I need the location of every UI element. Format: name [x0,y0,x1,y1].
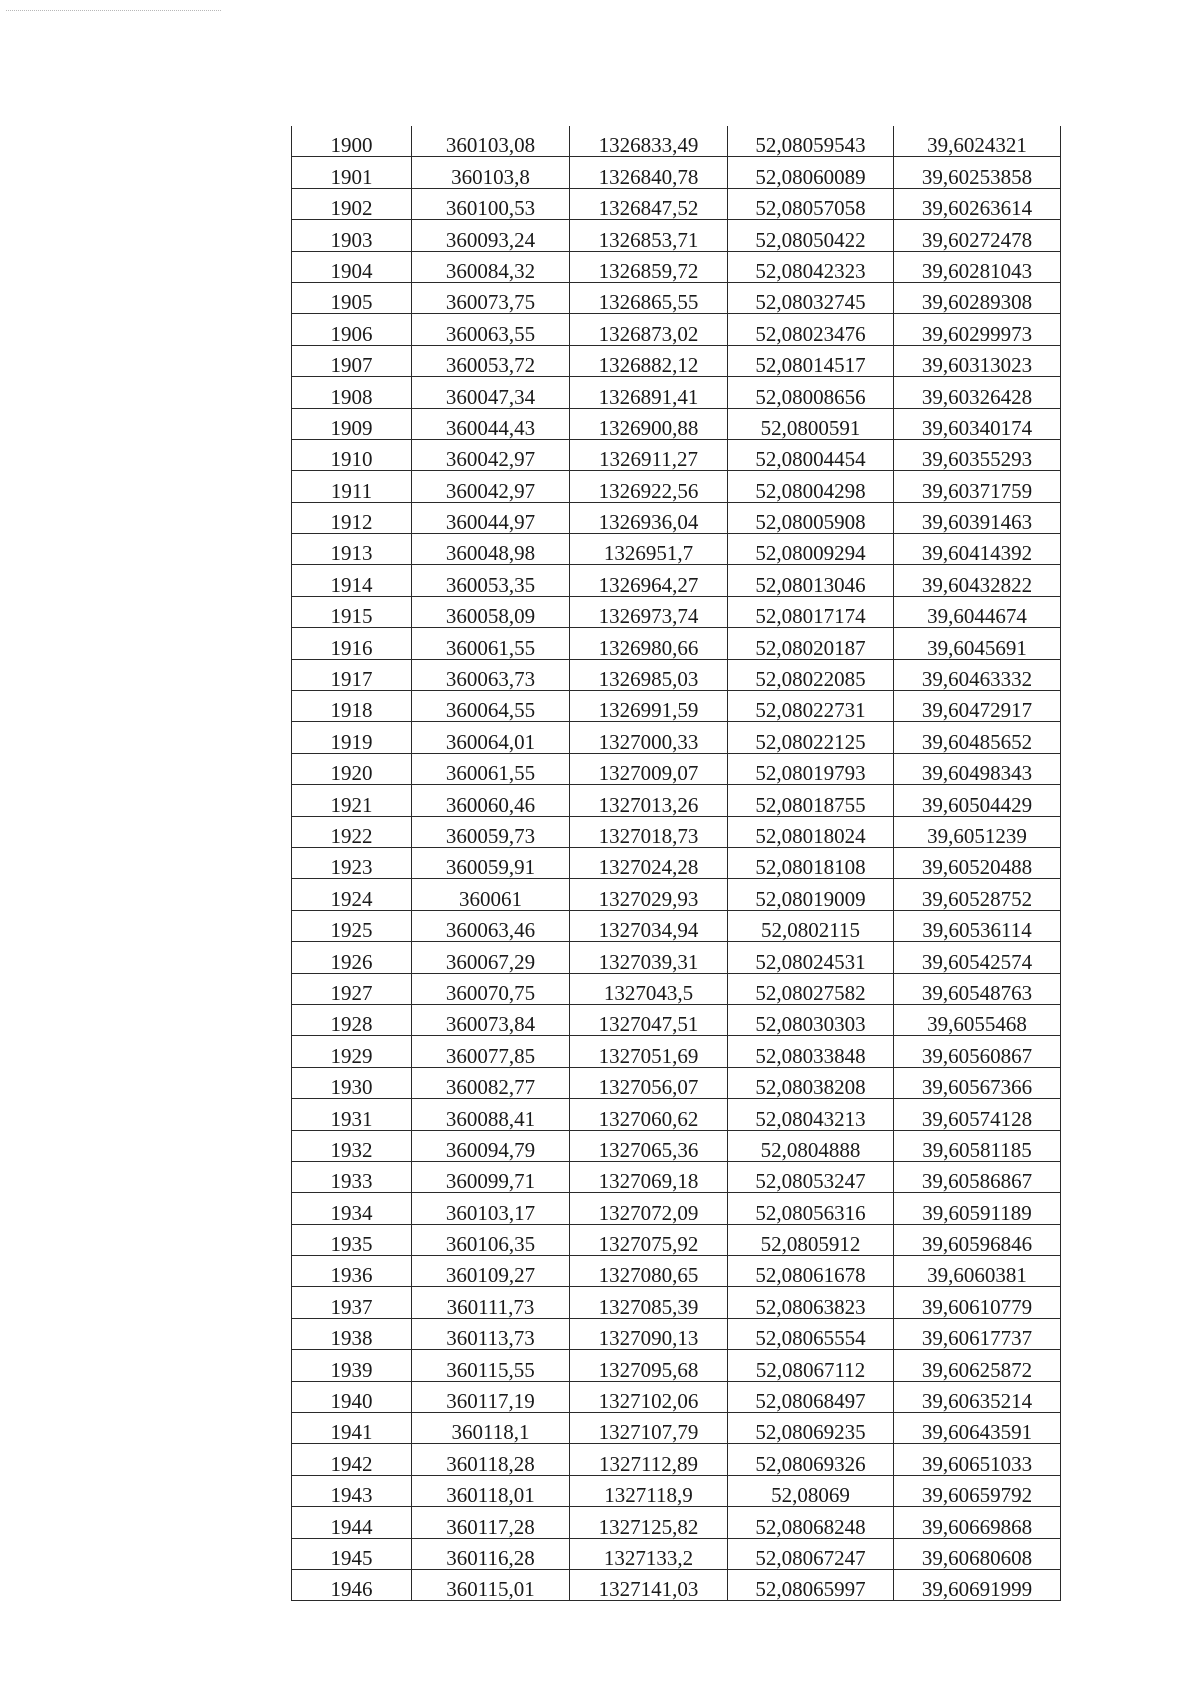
table-row [292,785,1061,816]
table-row [292,847,1061,878]
table-row [292,1256,1061,1287]
latitude-cell: 52,08004454 [728,439,894,470]
table-row [292,408,1061,439]
point-number-cell: 1921 [292,785,412,816]
latitude-cell: 52,08022085 [728,659,894,690]
latitude-cell: 52,08069 [728,1475,894,1506]
point-number-cell: 1920 [292,753,412,784]
point-number-cell: 1916 [292,628,412,659]
latitude-cell: 52,08065554 [728,1318,894,1349]
y-coordinate-cell: 1326900,88 [570,408,728,439]
y-coordinate-cell: 1327118,9 [570,1475,728,1506]
x-coordinate-cell: 360063,46 [412,910,570,941]
point-number-cell: 1935 [292,1224,412,1255]
x-coordinate-cell: 360088,41 [412,1099,570,1130]
longitude-cell: 39,6044674 [894,596,1061,627]
longitude-cell: 39,60391463 [894,502,1061,533]
table-row [292,722,1061,753]
y-coordinate-cell: 1326873,02 [570,314,728,345]
x-coordinate-cell: 360042,97 [412,471,570,502]
table-row [292,1413,1061,1444]
y-coordinate-cell: 1327085,39 [570,1287,728,1318]
point-number-cell: 1924 [292,879,412,910]
point-number-cell: 1910 [292,439,412,470]
y-coordinate-cell: 1327095,68 [570,1350,728,1381]
latitude-cell: 52,08018024 [728,816,894,847]
longitude-cell: 39,60536114 [894,910,1061,941]
table-row [292,157,1061,188]
coordinates-table-body [292,126,1061,1601]
x-coordinate-cell: 360118,1 [412,1413,570,1444]
table-row [292,1538,1061,1569]
y-coordinate-cell: 1327000,33 [570,722,728,753]
longitude-cell: 39,60326428 [894,377,1061,408]
latitude-cell: 52,08059543 [728,126,894,157]
latitude-cell: 52,0802115 [728,910,894,941]
latitude-cell: 52,08069326 [728,1444,894,1475]
y-coordinate-cell: 1327069,18 [570,1161,728,1192]
table-row [292,377,1061,408]
point-number-cell: 1919 [292,722,412,753]
point-number-cell: 1903 [292,220,412,251]
x-coordinate-cell: 360073,75 [412,282,570,313]
longitude-cell: 39,60414392 [894,534,1061,565]
latitude-cell: 52,08008656 [728,377,894,408]
x-coordinate-cell: 360100,53 [412,188,570,219]
table-row [292,942,1061,973]
y-coordinate-cell: 1326891,41 [570,377,728,408]
x-coordinate-cell: 360115,01 [412,1569,570,1600]
x-coordinate-cell: 360118,01 [412,1475,570,1506]
x-coordinate-cell: 360053,72 [412,345,570,376]
table-row [292,1224,1061,1255]
longitude-cell: 39,60625872 [894,1350,1061,1381]
latitude-cell: 52,08042323 [728,251,894,282]
y-coordinate-cell: 1327056,07 [570,1067,728,1098]
table-row [292,1350,1061,1381]
table-row [292,910,1061,941]
table-row [292,1287,1061,1318]
longitude-cell: 39,60560867 [894,1036,1061,1067]
longitude-cell: 39,60691999 [894,1569,1061,1600]
point-number-cell: 1905 [292,282,412,313]
longitude-cell: 39,60581185 [894,1130,1061,1161]
latitude-cell: 52,08069235 [728,1413,894,1444]
latitude-cell: 52,0800591 [728,408,894,439]
point-number-cell: 1925 [292,910,412,941]
table-row [292,251,1061,282]
latitude-cell: 52,08023476 [728,314,894,345]
point-number-cell: 1929 [292,1036,412,1067]
x-coordinate-cell: 360064,55 [412,691,570,722]
y-coordinate-cell: 1327047,51 [570,1004,728,1035]
y-coordinate-cell: 1326980,66 [570,628,728,659]
y-coordinate-cell: 1327102,06 [570,1381,728,1412]
x-coordinate-cell: 360082,77 [412,1067,570,1098]
x-coordinate-cell: 360060,46 [412,785,570,816]
table-row [292,439,1061,470]
y-coordinate-cell: 1326859,72 [570,251,728,282]
y-coordinate-cell: 1326985,03 [570,659,728,690]
x-coordinate-cell: 360117,19 [412,1381,570,1412]
y-coordinate-cell: 1327034,94 [570,910,728,941]
table-row [292,1569,1061,1600]
y-coordinate-cell: 1327009,07 [570,753,728,784]
longitude-cell: 39,60371759 [894,471,1061,502]
x-coordinate-cell: 360103,8 [412,157,570,188]
longitude-cell: 39,60520488 [894,847,1061,878]
longitude-cell: 39,60659792 [894,1475,1061,1506]
latitude-cell: 52,08022125 [728,722,894,753]
table-row [292,1475,1061,1506]
latitude-cell: 52,08009294 [728,534,894,565]
latitude-cell: 52,0805912 [728,1224,894,1255]
y-coordinate-cell: 1327075,92 [570,1224,728,1255]
y-coordinate-cell: 1326865,55 [570,282,728,313]
latitude-cell: 52,08020187 [728,628,894,659]
y-coordinate-cell: 1327141,03 [570,1569,728,1600]
table-row [292,314,1061,345]
latitude-cell: 52,08068248 [728,1507,894,1538]
y-coordinate-cell: 1326936,04 [570,502,728,533]
longitude-cell: 39,60635214 [894,1381,1061,1412]
table-row [292,628,1061,659]
longitude-cell: 39,60669868 [894,1507,1061,1538]
y-coordinate-cell: 1327051,69 [570,1036,728,1067]
latitude-cell: 52,08027582 [728,973,894,1004]
table-row [292,345,1061,376]
table-row [292,1444,1061,1475]
longitude-cell: 39,60253858 [894,157,1061,188]
longitude-cell: 39,6055468 [894,1004,1061,1035]
point-number-cell: 1945 [292,1538,412,1569]
point-number-cell: 1922 [292,816,412,847]
longitude-cell: 39,60289308 [894,282,1061,313]
point-number-cell: 1917 [292,659,412,690]
point-number-cell: 1907 [292,345,412,376]
x-coordinate-cell: 360116,28 [412,1538,570,1569]
latitude-cell: 52,08067112 [728,1350,894,1381]
longitude-cell: 39,60299973 [894,314,1061,345]
y-coordinate-cell: 1327013,26 [570,785,728,816]
table-row [292,565,1061,596]
table-row [292,188,1061,219]
latitude-cell: 52,08043213 [728,1099,894,1130]
point-number-cell: 1927 [292,973,412,1004]
longitude-cell: 39,60680608 [894,1538,1061,1569]
table-row [292,502,1061,533]
latitude-cell: 52,08067247 [728,1538,894,1569]
longitude-cell: 39,60281043 [894,251,1061,282]
latitude-cell: 52,08030303 [728,1004,894,1035]
x-coordinate-cell: 360063,73 [412,659,570,690]
x-coordinate-cell: 360047,34 [412,377,570,408]
longitude-cell: 39,60263614 [894,188,1061,219]
latitude-cell: 52,08017174 [728,596,894,627]
longitude-cell: 39,60591189 [894,1193,1061,1224]
y-coordinate-cell: 1327065,36 [570,1130,728,1161]
latitude-cell: 52,08005908 [728,502,894,533]
point-number-cell: 1901 [292,157,412,188]
latitude-cell: 52,08056316 [728,1193,894,1224]
longitude-cell: 39,60610779 [894,1287,1061,1318]
latitude-cell: 52,08032745 [728,282,894,313]
point-number-cell: 1909 [292,408,412,439]
x-coordinate-cell: 360058,09 [412,596,570,627]
latitude-cell: 52,08019009 [728,879,894,910]
point-number-cell: 1918 [292,691,412,722]
table-row [292,1507,1061,1538]
y-coordinate-cell: 1326911,27 [570,439,728,470]
y-coordinate-cell: 1327133,2 [570,1538,728,1569]
point-number-cell: 1911 [292,471,412,502]
y-coordinate-cell: 1327107,79 [570,1413,728,1444]
point-number-cell: 1941 [292,1413,412,1444]
point-number-cell: 1943 [292,1475,412,1506]
x-coordinate-cell: 360061,55 [412,628,570,659]
longitude-cell: 39,60432822 [894,565,1061,596]
point-number-cell: 1902 [292,188,412,219]
latitude-cell: 52,08060089 [728,157,894,188]
longitude-cell: 39,60596846 [894,1224,1061,1255]
longitude-cell: 39,60504429 [894,785,1061,816]
x-coordinate-cell: 360084,32 [412,251,570,282]
latitude-cell: 52,0804888 [728,1130,894,1161]
longitude-cell: 39,60485652 [894,722,1061,753]
point-number-cell: 1938 [292,1318,412,1349]
y-coordinate-cell: 1327112,89 [570,1444,728,1475]
point-number-cell: 1937 [292,1287,412,1318]
x-coordinate-cell: 360070,75 [412,973,570,1004]
table-row [292,753,1061,784]
x-coordinate-cell: 360113,73 [412,1318,570,1349]
point-number-cell: 1923 [292,847,412,878]
y-coordinate-cell: 1326951,7 [570,534,728,565]
longitude-cell: 39,60498343 [894,753,1061,784]
longitude-cell: 39,60617737 [894,1318,1061,1349]
latitude-cell: 52,08057058 [728,188,894,219]
point-number-cell: 1904 [292,251,412,282]
y-coordinate-cell: 1326922,56 [570,471,728,502]
latitude-cell: 52,08033848 [728,1036,894,1067]
y-coordinate-cell: 1326973,74 [570,596,728,627]
point-number-cell: 1932 [292,1130,412,1161]
latitude-cell: 52,08014517 [728,345,894,376]
x-coordinate-cell: 360094,79 [412,1130,570,1161]
point-number-cell: 1914 [292,565,412,596]
x-coordinate-cell: 360044,43 [412,408,570,439]
latitude-cell: 52,08018108 [728,847,894,878]
x-coordinate-cell: 360115,55 [412,1350,570,1381]
y-coordinate-cell: 1326840,78 [570,157,728,188]
longitude-cell: 39,6045691 [894,628,1061,659]
table-row [292,1036,1061,1067]
latitude-cell: 52,08068497 [728,1381,894,1412]
y-coordinate-cell: 1327090,13 [570,1318,728,1349]
table-row [292,534,1061,565]
point-number-cell: 1906 [292,314,412,345]
x-coordinate-cell: 360063,55 [412,314,570,345]
point-number-cell: 1944 [292,1507,412,1538]
table-row [292,1130,1061,1161]
latitude-cell: 52,08004298 [728,471,894,502]
y-coordinate-cell: 1327029,93 [570,879,728,910]
x-coordinate-cell: 360103,08 [412,126,570,157]
y-coordinate-cell: 1327125,82 [570,1507,728,1538]
longitude-cell: 39,60542574 [894,942,1061,973]
point-number-cell: 1915 [292,596,412,627]
x-coordinate-cell: 360093,24 [412,220,570,251]
longitude-cell: 39,60340174 [894,408,1061,439]
table-row [292,1193,1061,1224]
table-row [292,1161,1061,1192]
y-coordinate-cell: 1326847,52 [570,188,728,219]
table-row [292,1067,1061,1098]
latitude-cell: 52,08038208 [728,1067,894,1098]
point-number-cell: 1933 [292,1161,412,1192]
latitude-cell: 52,08050422 [728,220,894,251]
point-number-cell: 1934 [292,1193,412,1224]
y-coordinate-cell: 1327080,65 [570,1256,728,1287]
y-coordinate-cell: 1327039,31 [570,942,728,973]
point-number-cell: 1900 [292,126,412,157]
y-coordinate-cell: 1326833,49 [570,126,728,157]
latitude-cell: 52,08061678 [728,1256,894,1287]
latitude-cell: 52,08024531 [728,942,894,973]
longitude-cell: 39,60567366 [894,1067,1061,1098]
table-row [292,596,1061,627]
x-coordinate-cell: 360048,98 [412,534,570,565]
x-coordinate-cell: 360099,71 [412,1161,570,1192]
y-coordinate-cell: 1326853,71 [570,220,728,251]
longitude-cell: 39,60586867 [894,1161,1061,1192]
y-coordinate-cell: 1327024,28 [570,847,728,878]
x-coordinate-cell: 360059,73 [412,816,570,847]
table-row [292,471,1061,502]
y-coordinate-cell: 1327043,5 [570,973,728,1004]
longitude-cell: 39,6051239 [894,816,1061,847]
y-coordinate-cell: 1326964,27 [570,565,728,596]
x-coordinate-cell: 360103,17 [412,1193,570,1224]
point-number-cell: 1940 [292,1381,412,1412]
table-row [292,973,1061,1004]
point-number-cell: 1908 [292,377,412,408]
table-row [292,1004,1061,1035]
longitude-cell: 39,60355293 [894,439,1061,470]
point-number-cell: 1926 [292,942,412,973]
point-number-cell: 1942 [292,1444,412,1475]
x-coordinate-cell: 360077,85 [412,1036,570,1067]
point-number-cell: 1913 [292,534,412,565]
point-number-cell: 1912 [292,502,412,533]
table-row [292,220,1061,251]
coordinates-table [291,126,1061,1601]
x-coordinate-cell: 360061 [412,879,570,910]
table-row [292,282,1061,313]
table-row [292,659,1061,690]
y-coordinate-cell: 1326991,59 [570,691,728,722]
latitude-cell: 52,08053247 [728,1161,894,1192]
latitude-cell: 52,08065997 [728,1569,894,1600]
x-coordinate-cell: 360106,35 [412,1224,570,1255]
x-coordinate-cell: 360073,84 [412,1004,570,1035]
x-coordinate-cell: 360067,29 [412,942,570,973]
longitude-cell: 39,60643591 [894,1413,1061,1444]
latitude-cell: 52,08022731 [728,691,894,722]
longitude-cell: 39,60651033 [894,1444,1061,1475]
longitude-cell: 39,60463332 [894,659,1061,690]
x-coordinate-cell: 360117,28 [412,1507,570,1538]
latitude-cell: 52,08013046 [728,565,894,596]
y-coordinate-cell: 1327072,09 [570,1193,728,1224]
longitude-cell: 39,60574128 [894,1099,1061,1130]
latitude-cell: 52,08019793 [728,753,894,784]
y-coordinate-cell: 1327060,62 [570,1099,728,1130]
latitude-cell: 52,08018755 [728,785,894,816]
x-coordinate-cell: 360118,28 [412,1444,570,1475]
point-number-cell: 1946 [292,1569,412,1600]
x-coordinate-cell: 360059,91 [412,847,570,878]
y-coordinate-cell: 1326882,12 [570,345,728,376]
point-number-cell: 1928 [292,1004,412,1035]
latitude-cell: 52,08063823 [728,1287,894,1318]
longitude-cell: 39,6060381 [894,1256,1061,1287]
longitude-cell: 39,60313023 [894,345,1061,376]
table-row [292,1318,1061,1349]
point-number-cell: 1939 [292,1350,412,1381]
longitude-cell: 39,60548763 [894,973,1061,1004]
x-coordinate-cell: 360109,27 [412,1256,570,1287]
point-number-cell: 1936 [292,1256,412,1287]
table-row [292,1381,1061,1412]
table-row [292,126,1061,157]
longitude-cell: 39,60472917 [894,691,1061,722]
point-number-cell: 1930 [292,1067,412,1098]
longitude-cell: 39,6024321 [894,126,1061,157]
x-coordinate-cell: 360111,73 [412,1287,570,1318]
x-coordinate-cell: 360053,35 [412,565,570,596]
y-coordinate-cell: 1327018,73 [570,816,728,847]
scan-artifact-line [6,10,221,12]
table-row [292,879,1061,910]
point-number-cell: 1931 [292,1099,412,1130]
x-coordinate-cell: 360064,01 [412,722,570,753]
longitude-cell: 39,60272478 [894,220,1061,251]
x-coordinate-cell: 360061,55 [412,753,570,784]
table-row [292,816,1061,847]
table-row [292,691,1061,722]
table-row [292,1099,1061,1130]
longitude-cell: 39,60528752 [894,879,1061,910]
x-coordinate-cell: 360042,97 [412,439,570,470]
x-coordinate-cell: 360044,97 [412,502,570,533]
